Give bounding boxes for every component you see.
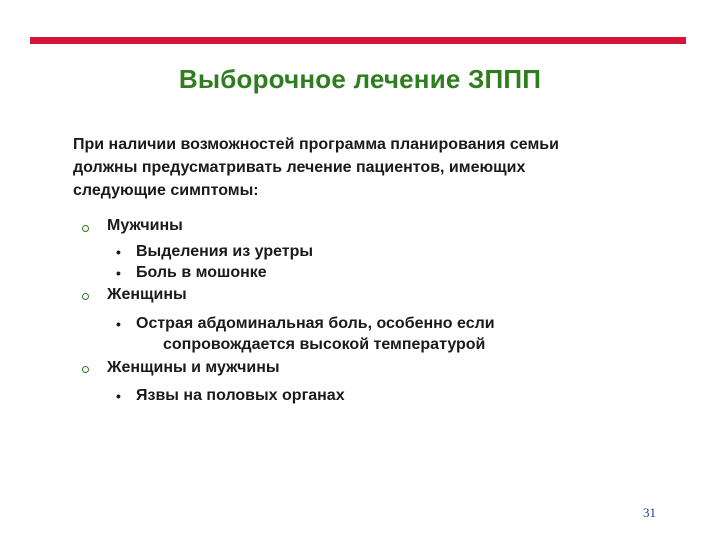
symptom-item: Острая абдоминальная боль, особенно если	[136, 315, 495, 332]
intro-paragraph	[73, 133, 673, 202]
dot-bullet-icon: •	[116, 265, 121, 281]
slide-title: Выборочное лечение ЗППП	[178, 64, 542, 94]
intro-line: При наличии возможностей программа планирования семьи	[73, 136, 559, 153]
group-label-men: Мужчины	[107, 217, 183, 234]
dot-bullet-icon: •	[116, 244, 121, 260]
circle-bullet-icon	[82, 293, 89, 300]
dot-bullet-icon: •	[116, 316, 121, 332]
symptom-item: Боль в мошонке	[136, 264, 267, 281]
page-number: 31	[643, 505, 656, 520]
intro-line: следующие симптомы:	[73, 182, 259, 199]
symptom-item-continuation: сопровождается высокой температурой	[163, 336, 486, 353]
dot-bullet-icon: •	[116, 388, 121, 404]
symptom-item: Выделения из уретры	[136, 243, 314, 260]
symptom-item: Язвы на половых органах	[136, 387, 345, 404]
intro-line: должны предусматривать лечение пациентов, имеющих	[73, 159, 526, 176]
circle-bullet-icon	[82, 366, 89, 373]
group-label-women: Женщины	[107, 286, 187, 303]
circle-bullet-icon	[82, 225, 89, 232]
header-accent-bar	[30, 37, 686, 44]
group-label-women-and-men: Женщины и мужчины	[107, 359, 280, 376]
